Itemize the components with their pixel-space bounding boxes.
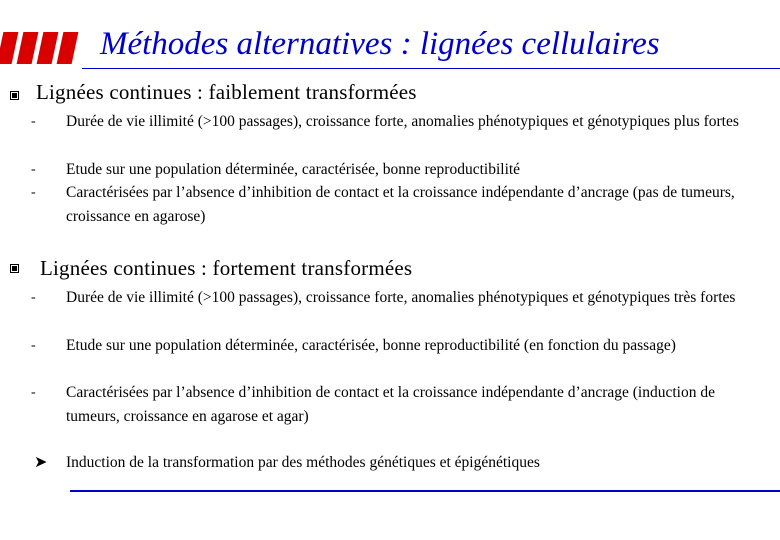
list-item — [31, 286, 771, 310]
dash-bullet-icon: - — [31, 290, 36, 305]
arrow-bullet-icon: ➤ — [34, 454, 48, 471]
note-item — [34, 451, 771, 475]
square-bullet-icon — [10, 91, 19, 100]
dash-bullet-icon: - — [31, 338, 36, 353]
list-item — [31, 110, 771, 134]
section-heading: Lignées continues : faiblement transformées — [36, 80, 417, 104]
list-item — [31, 381, 771, 428]
list-item-text: Etude sur une population déterminée, caractérisée, bonne reproductibilité — [66, 161, 521, 178]
dash-bullet-icon: - — [31, 385, 36, 400]
list-item-text: Caractérisées par l’absence d’inhibition de contact et la croissance indépendante d’ancrage (pas de tumeurs, croissance en agarose) — [66, 184, 735, 225]
list-item — [31, 158, 771, 182]
section-heading: Lignées continues : fortement transformées — [40, 256, 413, 280]
dash-bullet-icon: - — [31, 114, 36, 129]
logo — [0, 32, 82, 64]
dash-bullet-icon: - — [31, 185, 36, 200]
square-bullet-icon — [10, 264, 19, 273]
dash-bullet-icon: - — [31, 162, 36, 177]
list-item-text: Caractérisées par l’absence d’inhibition de contact et la croissance indépendante d’ancrage (induction de tumeurs, croissance en agarose et agar) — [66, 384, 715, 425]
list-item-text: Durée de vie illimité (>100 passages), croissance forte, anomalies phénotypiques et génotypiques plus fortes — [66, 113, 739, 130]
list-item — [31, 334, 771, 358]
slide-title: Méthodes alternatives : lignées cellulaires — [100, 26, 660, 62]
title-underline — [82, 68, 780, 69]
list-item — [31, 181, 771, 228]
bottom-rule — [70, 490, 780, 492]
list-item-text: Durée de vie illimité (>100 passages), croissance forte, anomalies phénotypiques et génotypiques très fortes — [66, 289, 736, 306]
list-item-text: Etude sur une population déterminée, caractérisée, bonne reproductibilité (en fonction du passage) — [66, 337, 676, 354]
note-text: Induction de la transformation par des méthodes génétiques et épigénétiques — [66, 454, 540, 471]
